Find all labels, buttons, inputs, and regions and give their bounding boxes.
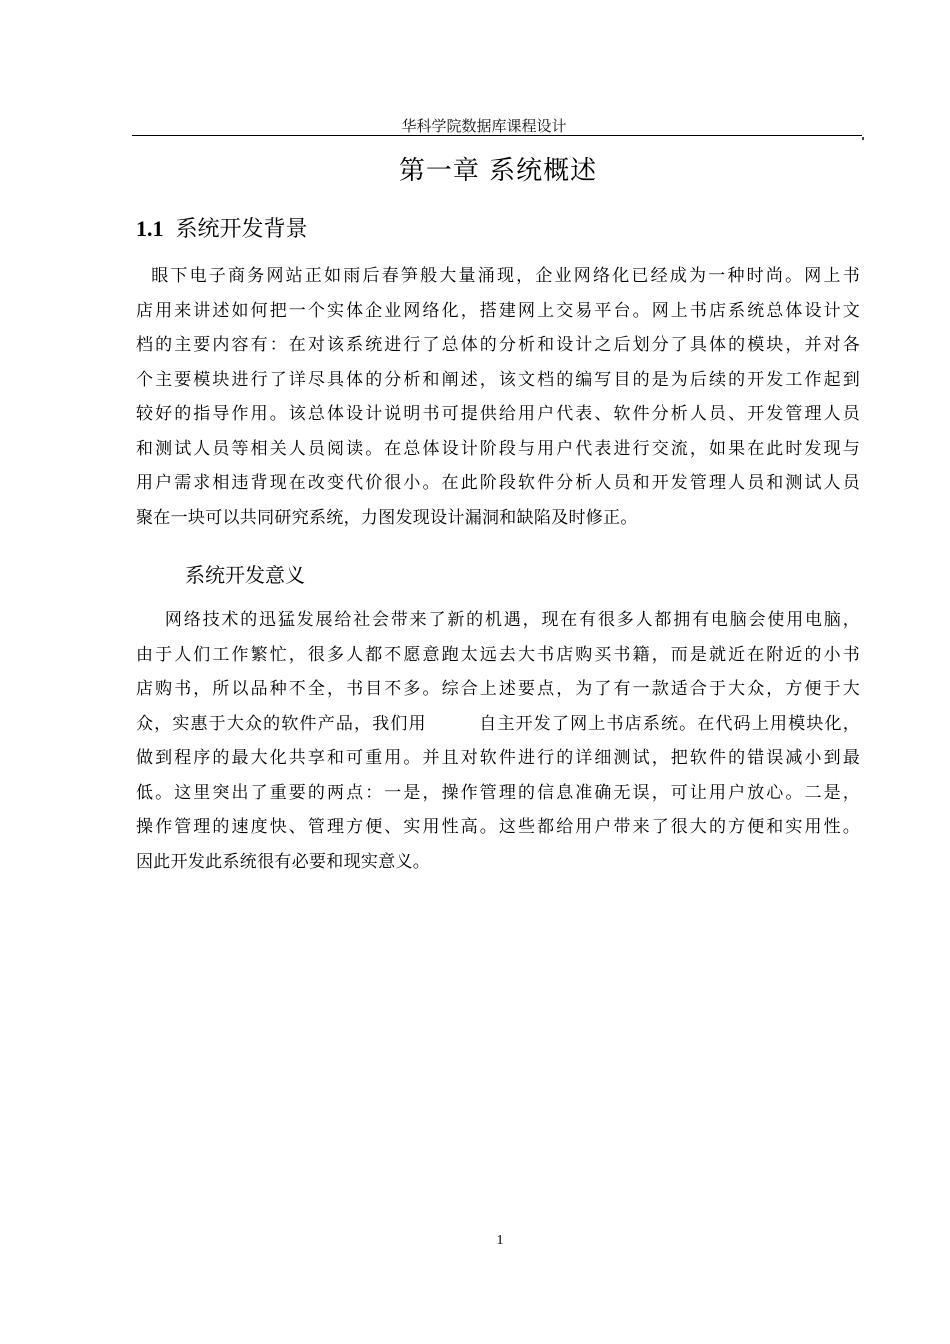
paragraph-line: 店购书，所以品种不全，书目不多。综合上述要点，为了有一款适合于大众，方便于大 (136, 679, 860, 699)
paragraph-line: 店用来讲述如何把一个实体企业网络化，搭建网上交易平台。网上书店系统总体设计文 (136, 300, 860, 321)
paragraph-line: 和测试人员等相关人员阅读。在总体设计阶段与用户代表进行交流，如果在此时发现与 (136, 438, 860, 459)
page-number: 1 (496, 1233, 504, 1248)
subsection-heading: 系统开发意义 (185, 563, 305, 587)
paragraph-line: 用户需求相违背现在改变代价很小。在此阶段软件分析人员和开发管理人员和测试人员 (136, 473, 860, 493)
background-paragraph (136, 259, 860, 535)
paragraph-line: 做到程序的最大化共享和可重用。并且对软件进行的详细测试，把软件的错误减小到最 (136, 748, 860, 768)
paragraph-line: 档的主要内容有：在对该系统进行了总体的分析和设计之后划分了具体的模块，并对各 (136, 335, 860, 355)
section-heading-1-1 (136, 214, 308, 245)
paragraph-line: 眼下电子商务网站正如雨后春笋般大量涌现，企业网络化已经成为一种时尚。网上书 (136, 266, 860, 286)
paragraph-line: 由于人们工作繁忙，很多人都不愿意跑太远去大书店购买书籍，而是就近在附近的小书 (136, 644, 860, 665)
header-rule (132, 135, 862, 136)
section-title: 系统开发背景 (175, 217, 308, 242)
paragraph-line: 网络技术的迅猛发展给社会带来了新的机遇，现在有很多人都拥有电脑会使用电脑， (136, 610, 860, 630)
paragraph-line: 众，实惠于大众的软件产品，我们用 自主开发了网上书店系统。在代码上用模块化， (136, 713, 860, 734)
paragraph-line: 低。这里突出了重要的两点：一是，操作管理的信息准确无误，可让用户放心。二是， (136, 782, 860, 803)
chapter-title: 第一章 系统概述 (398, 156, 598, 186)
paragraph-line: 因此开发此系统很有必要和现实意义。 (136, 851, 431, 872)
paragraph-line: 操作管理的速度快、管理方便、实用性高。这些都给用户带来了很大的方便和实用性。 (136, 817, 860, 837)
significance-paragraph (136, 603, 860, 879)
paragraph-line: 个主要模块进行了详尽具体的分析和阐述，该文档的编写目的是为后续的开发工作起到 (136, 369, 860, 390)
paragraph-line: 较好的指导作用。该总体设计说明书可提供给用户代表、软件分析人员、开发管理人员 (136, 404, 860, 424)
running-header: 华科学院数据库课程设计 (401, 117, 567, 135)
header-rule-mark (862, 137, 864, 140)
paragraph-line: 聚在一块可以共同研究系统，力图发现设计漏洞和缺陷及时修正。 (136, 507, 638, 528)
section-number: 1.1 (136, 216, 164, 241)
